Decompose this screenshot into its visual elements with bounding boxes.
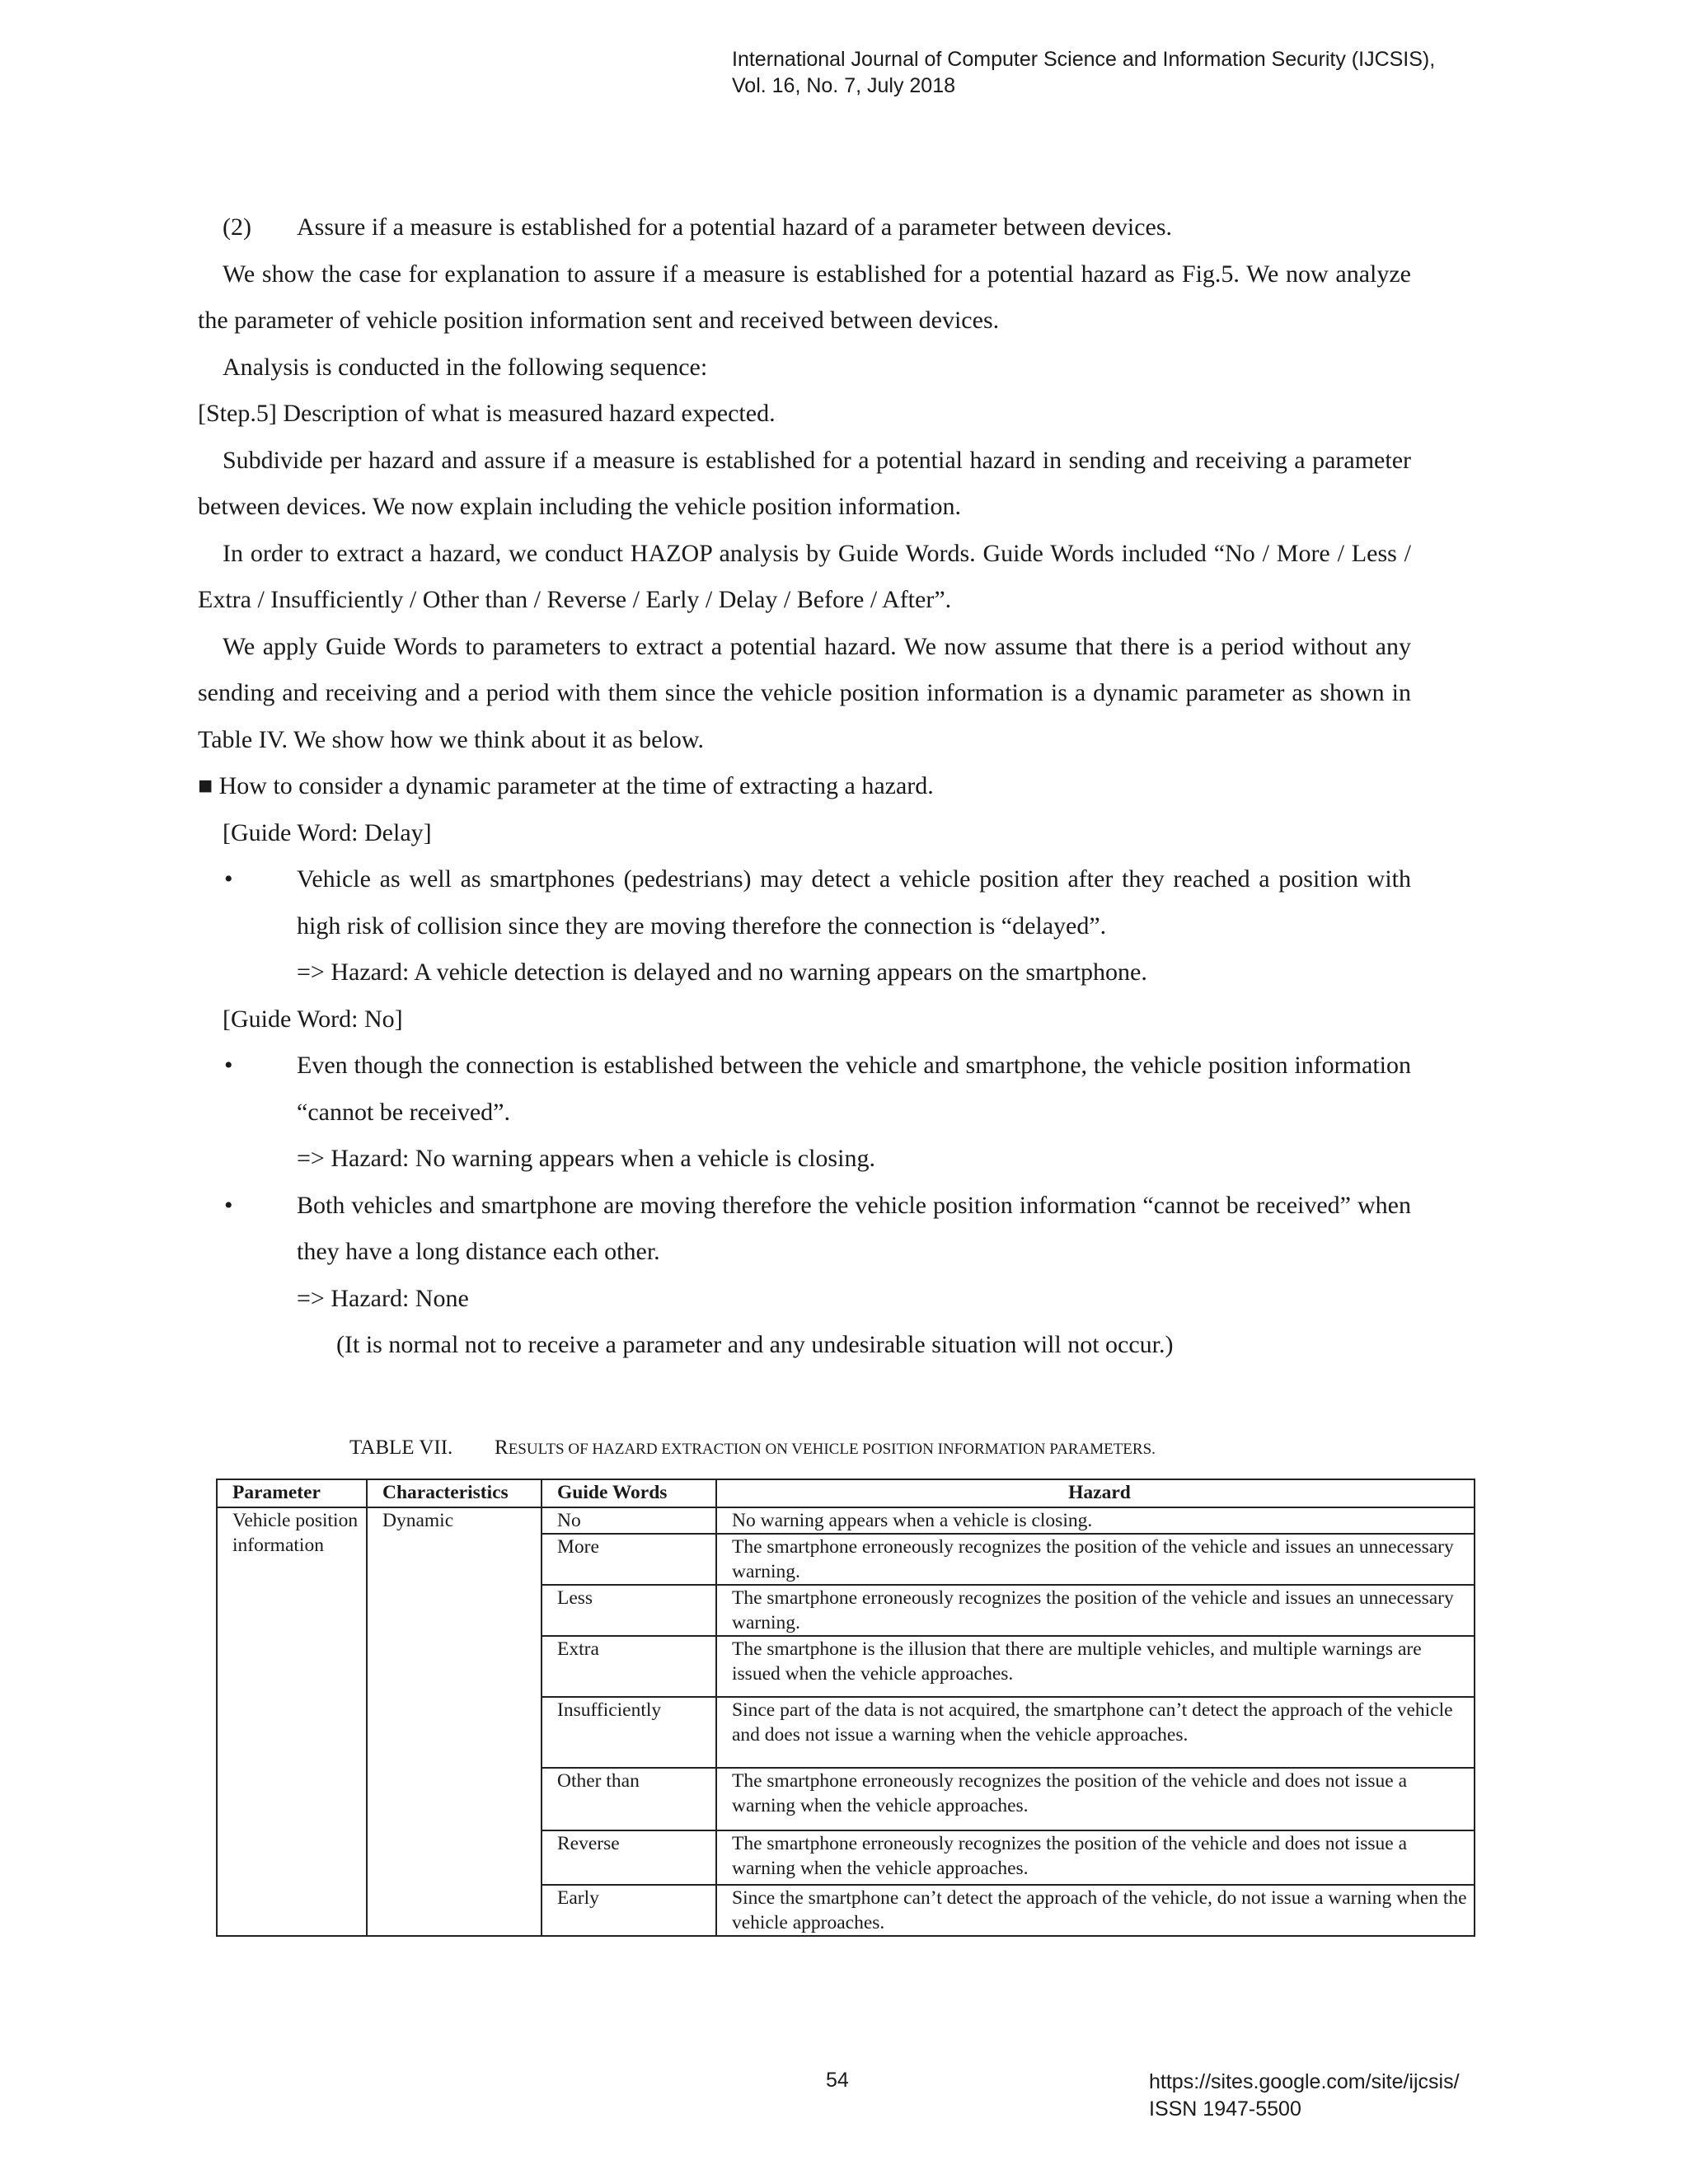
table-row (217, 1507, 1475, 1534)
cell-hazard: The smartphone erroneously recognizes the position of the vehicle and issues an unnecessary warning. (716, 1534, 1475, 1585)
bullet-text: Vehicle as well as smartphones (pedestrians) may detect a vehicle position after they reached a position with high risk of collision since they are moving therefore the connection is “delayed”. (297, 865, 1411, 940)
cell-guide-word: Reverse (542, 1830, 716, 1885)
bullet-icon: • (224, 1191, 233, 1219)
cell-hazard: No warning appears when a vehicle is closing. (716, 1507, 1475, 1534)
cell-hazard: The smartphone erroneously recognizes the position of the vehicle and issues an unnecessary warning. (716, 1585, 1475, 1636)
bullet-no-1 (198, 1043, 1411, 1136)
bullet-icon: • (224, 865, 233, 893)
cell-guide-word: Less (542, 1585, 716, 1636)
table-number: TABLE VII. (349, 1436, 453, 1459)
cell-guide-word: Other than (542, 1768, 716, 1830)
cell-hazard: Since the smartphone can’t detect the approach of the vehicle, do not issue a warning when the vehicle approaches. (716, 1885, 1475, 1936)
journal-volume: Vol. 16, No. 7, July 2018 (732, 74, 956, 97)
cell-guide-word: More (542, 1534, 716, 1585)
table-caption (349, 1434, 1421, 1464)
header-characteristics: Characteristics (367, 1479, 542, 1507)
paragraph-subdivide: Subdivide per hazard and assure if a measure is established for a potential hazard in sending and receiving a parameter between devices. We now explain including the vehicle position information. (198, 446, 1411, 520)
hazard-no-1: => Hazard: No warning appears when a vehicle is closing. (297, 1145, 875, 1172)
bullet-delay (198, 856, 1411, 949)
numbered-item-2 (198, 204, 1411, 251)
guide-word-delay: [Guide Word: Delay] (223, 818, 432, 846)
header-parameter: Parameter (217, 1479, 367, 1507)
cell-guide-word: Extra (542, 1636, 716, 1697)
paragraph-analysis-sequence: Analysis is conducted in the following sequence: (223, 353, 708, 381)
paragraph-step5: [Step.5] Description of what is measured hazard expected. (198, 400, 776, 427)
paragraph-how-consider: ■ How to consider a dynamic parameter at the time of extracting a hazard. (198, 772, 934, 799)
bullet-text: Both vehicles and smartphone are moving therefore the vehicle position information “cannot be received” when they have a long distance each other. (297, 1191, 1411, 1265)
bullet-no-2 (198, 1183, 1411, 1276)
item-number: (2) (223, 213, 251, 241)
table-header-row (217, 1479, 1475, 1507)
cell-hazard: The smartphone is the illusion that there are multiple vehicles, and multiple warnings are issued when the vehicle approaches. (716, 1636, 1475, 1697)
cell-guide-word: No (542, 1507, 716, 1534)
cell-hazard: Since part of the data is not acquired, the smartphone can’t detect the approach of the vehicle and does not issue a warning when the vehicle approaches. (716, 1697, 1475, 1768)
item-text: Assure if a measure is established for a potential hazard of a parameter between devices. (297, 213, 1173, 241)
bullet-icon: • (224, 1052, 233, 1079)
cell-characteristics: Dynamic (367, 1507, 542, 1936)
cell-hazard: The smartphone erroneously recognizes the position of the vehicle and does not issue a warning when the vehicle approaches. (716, 1768, 1475, 1830)
caption-title: ESULTS OF HAZARD EXTRACTION ON VEHICLE POSITION INFORMATION PARAMETERS. (508, 1441, 1156, 1458)
guide-word-no: [Guide Word: No] (223, 1005, 403, 1033)
cell-guide-word: Insufficiently (542, 1697, 716, 1768)
paragraph-apply-guide-words: We apply Guide Words to parameters to extract a potential hazard. We now assume that there is a period without any sending and receiving and a period with them since the vehicle position information is a dynamic parameter as shown in Table IV. We show how we think about it as below. (198, 632, 1411, 753)
journal-header (732, 46, 1435, 99)
paragraph-show-case: We show the case for explanation to assure if a measure is established for a potential hazard as Fig.5. We now analyze the parameter of vehicle position information sent and received between devices. (198, 260, 1411, 334)
body-text (198, 204, 1411, 1369)
journal-title: International Journal of Computer Science and Information Security (IJCSIS), (732, 48, 1436, 71)
bullet-text: Even though the connection is established between the vehicle and smartphone, the vehicle position information “cannot be received”. (297, 1052, 1411, 1126)
caption-initial: R (495, 1436, 509, 1459)
cell-hazard: The smartphone erroneously recognizes the position of the vehicle and does not issue a warning when the vehicle approaches. (716, 1830, 1475, 1885)
hazard-delay: => Hazard: A vehicle detection is delayed and no warning appears on the smartphone. (297, 958, 1147, 986)
page-number: 54 (826, 2069, 849, 2092)
header-guide-words: Guide Words (542, 1479, 716, 1507)
cell-guide-word: Early (542, 1885, 716, 1936)
journal-url: https://sites.google.com/site/ijcsis/ (1149, 2070, 1460, 2093)
hazard-table (216, 1479, 1475, 1937)
paragraph-hazop: In order to extract a hazard, we conduct HAZOP analysis by Guide Words. Guide Words included “No / More / Less / Extra / Insufficiently / Other than / Reverse / Early / Delay / Before / After”. (198, 539, 1411, 613)
issn: ISSN 1947-5500 (1149, 2097, 1301, 2121)
cell-parameter: Vehicle position information (217, 1507, 367, 1936)
header-hazard: Hazard (716, 1479, 1475, 1507)
footer-right (1149, 2069, 1460, 2123)
hazard-note: (It is normal not to receive a parameter and any undesirable situation will not occur.) (336, 1331, 1174, 1358)
hazard-no-2: => Hazard: None (297, 1284, 469, 1312)
